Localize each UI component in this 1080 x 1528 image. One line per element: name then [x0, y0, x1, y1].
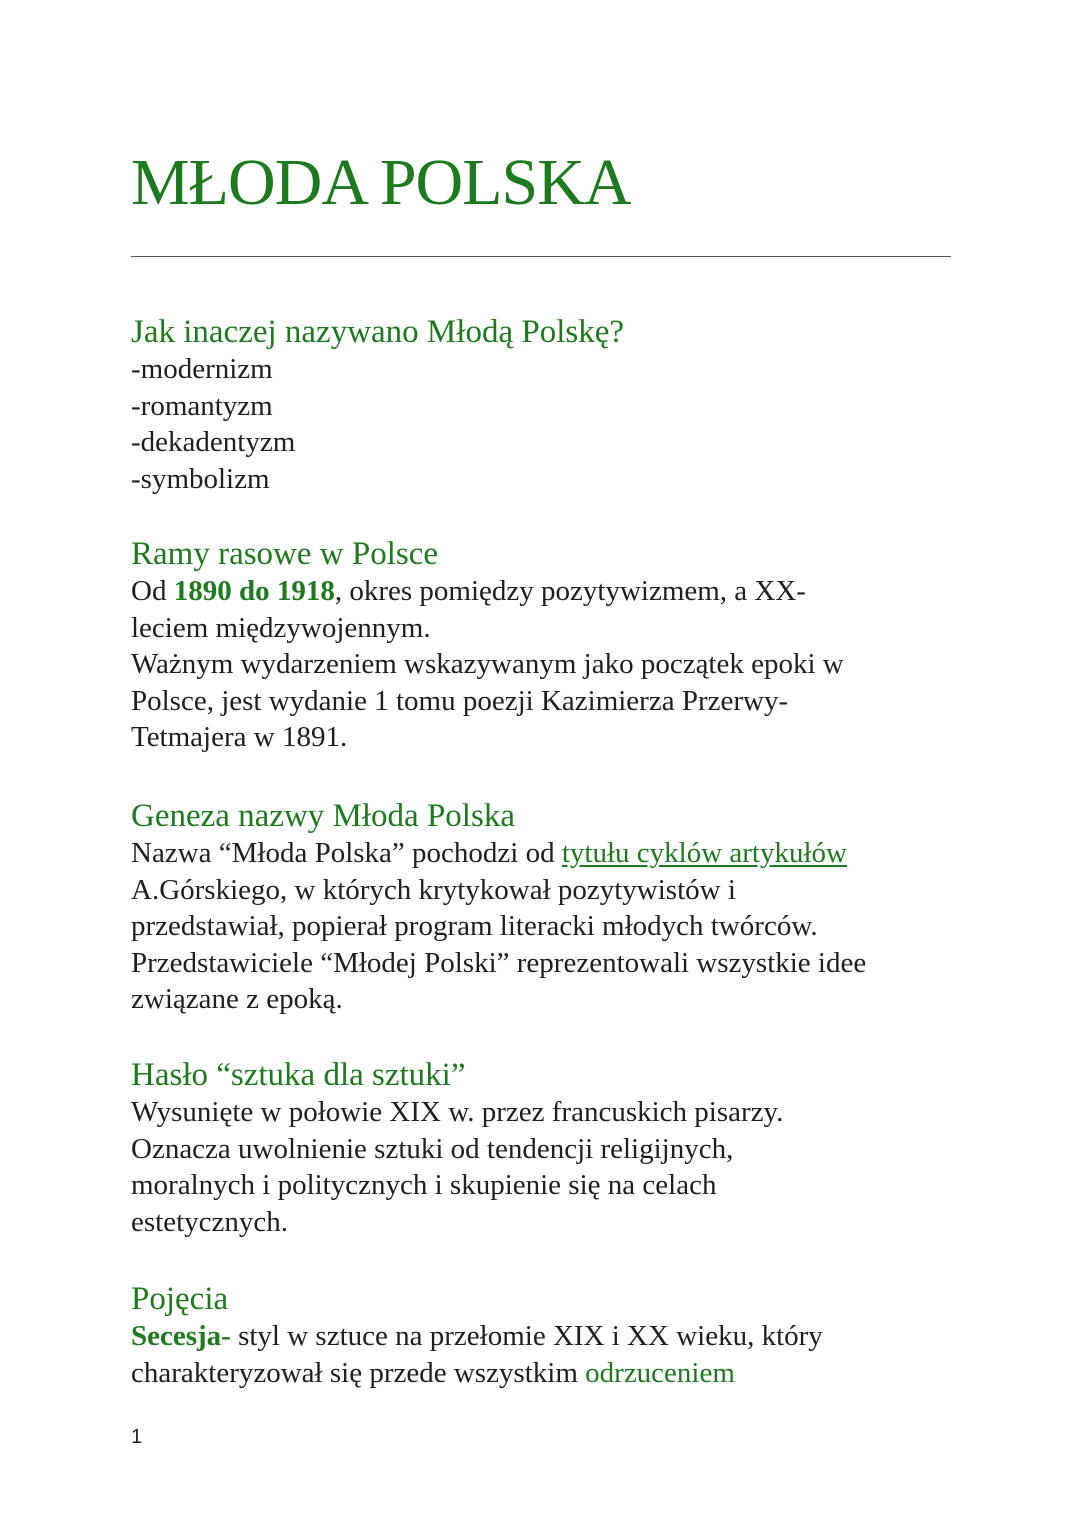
paragraph — [131, 1094, 951, 1240]
section-name-origin — [131, 797, 951, 1018]
section-heading: Jak inaczej nazywano Młodą Polskę? — [131, 314, 625, 350]
paragraph-line: leciem międzywojennym. — [131, 611, 431, 644]
paragraph-line: związane z epoką. — [131, 983, 343, 1015]
title-divider — [131, 256, 951, 257]
page-title: MŁODA POLSKA — [131, 146, 631, 219]
paragraph — [131, 573, 951, 756]
text-fragment: charakteryzował się przede wszystkim — [131, 1356, 586, 1389]
article-cycles-link[interactable]: tytułu cyklów artykułów — [561, 837, 847, 869]
paragraph-line: Polsce, jest wydanie 1 tomu poezji Kazimierza Przerwy- — [131, 684, 789, 717]
section-heading: Ramy rasowe w Polsce — [131, 536, 439, 572]
paragraph-line — [131, 1355, 951, 1392]
term-secesja: Secesja- — [131, 1320, 231, 1352]
section-heading: Pojęcia — [131, 1281, 229, 1317]
paragraph-line — [131, 573, 951, 610]
highlighted-text: odrzuceniem — [585, 1356, 735, 1389]
paragraph-line — [131, 1318, 951, 1355]
list-item: -dekadentyzm — [131, 426, 296, 458]
paragraph-line: Oznacza uwolnienie sztuki od tendencji religijnych, — [131, 1132, 734, 1165]
list-item: -romantyzm — [131, 389, 273, 422]
paragraph-line: Tetmajera w 1891. — [131, 721, 348, 753]
paragraph-line: Przedstawiciele “Młodej Polski” reprezentowali wszystkie idee — [131, 946, 867, 979]
paragraph-line: Wysunięte w połowie XIX w. przez francuskich pisarzy. — [131, 1096, 784, 1128]
section-heading: Geneza nazwy Młoda Polska — [131, 798, 515, 834]
section-other-names — [131, 313, 951, 497]
paragraph-line — [131, 835, 951, 872]
text-fragment: styl w sztuce na przełomie XIX i XX wieku, który — [230, 1320, 823, 1352]
paragraph — [131, 1318, 951, 1391]
paragraph — [131, 835, 951, 1018]
paragraph-line: przedstawiał, popierał program literacki młodych twórców. — [131, 910, 818, 942]
section-art-for-art — [131, 1056, 951, 1240]
text-fragment: Od — [131, 575, 174, 607]
paragraph-line: moralnych i politycznych i skupienie się na celach — [131, 1169, 717, 1201]
list-item: -symbolizm — [131, 462, 270, 495]
paragraph-line: Ważnym wydarzeniem wskazywanym jako początek epoki w — [131, 648, 844, 680]
paragraph-line: estetycznych. — [131, 1205, 289, 1238]
names-list — [131, 351, 951, 497]
section-heading: Hasło “sztuka dla sztuki” — [131, 1057, 466, 1093]
text-fragment: , okres pomiędzy pozytywizmem, a XX- — [334, 575, 806, 607]
page-number: 1 — [131, 1426, 143, 1448]
paragraph-line: A.Górskiego, w których krytykował pozytywistów i — [131, 873, 736, 906]
section-concepts — [131, 1280, 951, 1391]
section-time-frame — [131, 535, 951, 756]
date-range: 1890 do 1918 — [173, 575, 335, 607]
list-item: -modernizm — [131, 353, 273, 385]
text-fragment: Nazwa “Młoda Polska” pochodzi od — [131, 837, 562, 869]
